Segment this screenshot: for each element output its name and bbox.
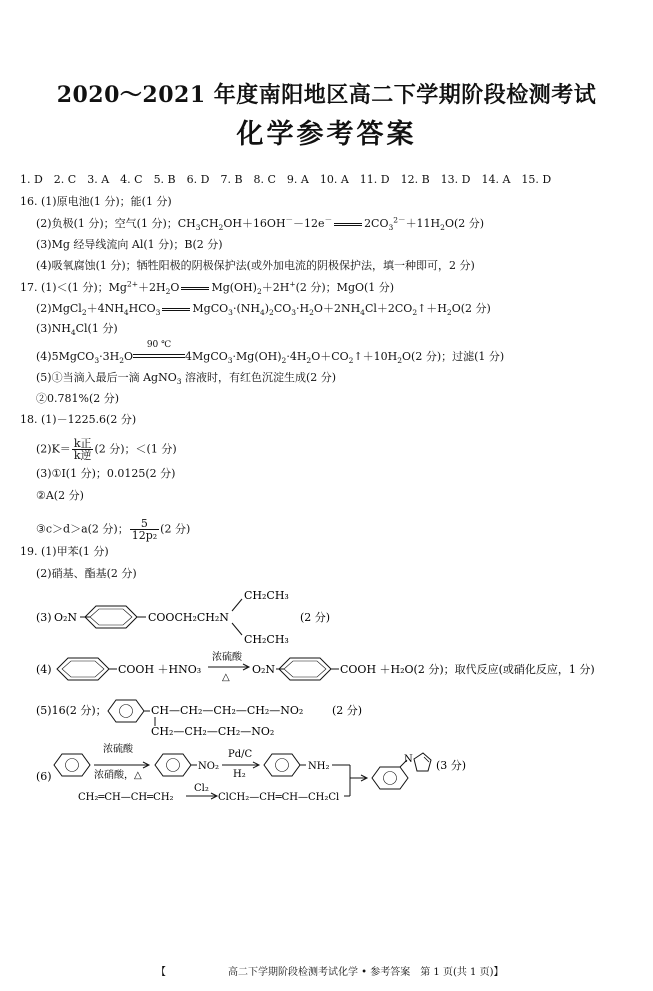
svg-text:COOH ＋H₂O(2 分)；取代反应(或硝化反应，1 分): COOH ＋H₂O(2 分)；取代反应(或硝化反应，1 分) bbox=[340, 663, 595, 676]
svg-text:CH₂—CH₂—CH₂—NO₂: CH₂—CH₂—CH₂—NO₂ bbox=[151, 725, 275, 738]
q17-part3: $(3)NH_4Cl(1$ 分) bbox=[36, 322, 118, 338]
svg-text:浓硝酸，△: 浓硝酸，△ bbox=[94, 770, 142, 781]
q16-part4: (4)吸氧腐蚀(1 分)；牺牲阳极的阴极保护法(或外加电流的阴极保护法，填一种即可，2 分) bbox=[36, 259, 475, 272]
rate-constant-fraction: $\frac{\text{k正}}{\text{k逆}}$ bbox=[73, 437, 92, 462]
benzene-ring-icon bbox=[54, 754, 90, 776]
svg-text:N: N bbox=[404, 754, 413, 765]
pyrroline-ring-icon bbox=[414, 753, 431, 771]
q17-part5-2: ②0.781%(2 分) bbox=[36, 392, 120, 405]
q18-part2: (2)K＝ $\frac{\text{k正}}{\text{k逆}}$ (2 分)；＜(1 分) bbox=[36, 437, 177, 462]
q17-part5: (5)①当滴入最后一滴 AgNO$_3$ 溶液时，有红色沉淀生成(2 分) bbox=[36, 371, 337, 387]
kp-fraction: $\frac{5}{\text{12p₂}}$ bbox=[131, 517, 158, 542]
benzene-ring-icon bbox=[279, 658, 331, 680]
svg-text:O₂N: O₂N bbox=[252, 663, 276, 676]
benzene-ring-icon bbox=[372, 767, 408, 789]
svg-text:(5)16(2 分)；: (5)16(2 分)； bbox=[36, 704, 107, 717]
q19-part1: 19. (1)甲苯(1 分) bbox=[20, 545, 109, 558]
svg-text:(4): (4) bbox=[36, 663, 52, 676]
benzene-ring-icon bbox=[85, 606, 137, 628]
benzene-ring-icon bbox=[264, 754, 300, 776]
svg-text:COOCH₂CH₂N: COOCH₂CH₂N bbox=[148, 611, 229, 624]
q17-part2: $(2)MgCl_2+4NH_4HCO_3$ $MgCO_3\cdot(NH_4)_2CO_3\cdot H_2O+2NH_4Cl+2CO_2↑+H_2O(2$ 分) bbox=[36, 302, 491, 318]
q19-part3-structure bbox=[0, 585, 653, 650]
benzene-ring-icon bbox=[108, 700, 144, 722]
svg-text:Pd/C: Pd/C bbox=[228, 749, 253, 760]
svg-text:CH₂CH₃: CH₂CH₃ bbox=[244, 633, 289, 646]
svg-text:H₂: H₂ bbox=[233, 769, 246, 780]
q16-part2: (2)负极(1 分)；空气(1 分)；$CH_3CH_2OH+16OH^--12e^-$ $2CO_3^{2-}+11H_2O(2$ 分) bbox=[36, 215, 485, 233]
footer-text: 高二下学期阶段检测考试化学 • 参考答案 第 1 页(共 1 页)】 bbox=[228, 967, 504, 978]
benzene-ring-icon bbox=[57, 658, 109, 680]
footer-bracket: 【 bbox=[156, 967, 166, 978]
q17-part4: $(4)5MgCO_3\cdot 3H_2O$ 90 ℃ $4MgCO_3\cdot Mg(OH)_2\cdot 4H_2O+CO_2↑+10H_2O(2$ 分)；过滤(1 分) bbox=[36, 340, 505, 366]
q16-part3: (3)Mg 经导线流向 Al(1 分)；B(2 分) bbox=[36, 238, 223, 251]
q17-part1: 17. (1)＜(1 分)；$Mg^{2+}+2H_2O$ $Mg(OH)_2+2H^+(2$ 分)；MgO(1 分) bbox=[20, 279, 395, 297]
svg-text:(2 分): (2 分) bbox=[332, 704, 363, 717]
svg-text:CH—CH₂—CH₂—CH₂—NO₂: CH—CH₂—CH₂—CH₂—NO₂ bbox=[151, 704, 304, 717]
exam-title: 2020～2021 年度南阳地区高二下学期阶段检测考试 bbox=[56, 82, 597, 108]
q18-part3-2: ②A(2 分) bbox=[36, 489, 84, 502]
svg-text:ClCH₂—CH═CH—CH₂Cl: ClCH₂—CH═CH—CH₂Cl bbox=[218, 792, 340, 803]
mc-answers: 1. D 2. C 3. A 4. C 5. B 6. D 7. B 8. C 9. A 10. A 11. D 12. B 13. D 14. A 15. D bbox=[20, 173, 552, 186]
q19-part5-structure bbox=[0, 690, 653, 740]
q19-part4-reaction bbox=[0, 648, 653, 688]
benzene-ring-icon bbox=[155, 754, 191, 776]
svg-text:CH₂CH₃: CH₂CH₃ bbox=[244, 589, 289, 602]
q19-part6-synthesis bbox=[0, 740, 653, 806]
svg-text:△: △ bbox=[222, 672, 230, 683]
svg-text:(3 分): (3 分) bbox=[436, 759, 467, 772]
svg-text:浓硫酸: 浓硫酸 bbox=[212, 652, 242, 663]
svg-text:O₂N: O₂N bbox=[54, 611, 78, 624]
svg-text:(3): (3) bbox=[36, 611, 52, 624]
svg-text:(6): (6) bbox=[36, 770, 52, 783]
q18-part1: 18. (1)－1225.6(2 分) bbox=[20, 413, 137, 426]
svg-text:NO₂: NO₂ bbox=[198, 761, 219, 772]
q18-part3-3: ③c＞d＞a(2 分)； $\frac{5}{\text{12p₂}}$ (2 分) bbox=[36, 517, 191, 542]
q16-part1: 16. (1)原电池(1 分)；能(1 分) bbox=[20, 195, 172, 208]
svg-text:Cl₂: Cl₂ bbox=[194, 783, 209, 794]
svg-text:浓硫酸: 浓硫酸 bbox=[103, 744, 133, 755]
q18-part3: (3)①Ⅰ(1 分)；0.0125(2 分) bbox=[36, 467, 176, 480]
svg-text:CH₂═CH—CH═CH₂: CH₂═CH—CH═CH₂ bbox=[78, 792, 174, 803]
heated-equals-sign: 90 ℃ bbox=[133, 352, 185, 362]
answer-key-heading: 化学参考答案 bbox=[236, 119, 417, 150]
svg-text:NH₂: NH₂ bbox=[308, 761, 330, 772]
svg-text:COOH ＋HNO₃: COOH ＋HNO₃ bbox=[118, 663, 202, 676]
svg-text:(2 分): (2 分) bbox=[300, 611, 331, 624]
q19-part2: (2)硝基、酯基(2 分) bbox=[36, 567, 137, 580]
